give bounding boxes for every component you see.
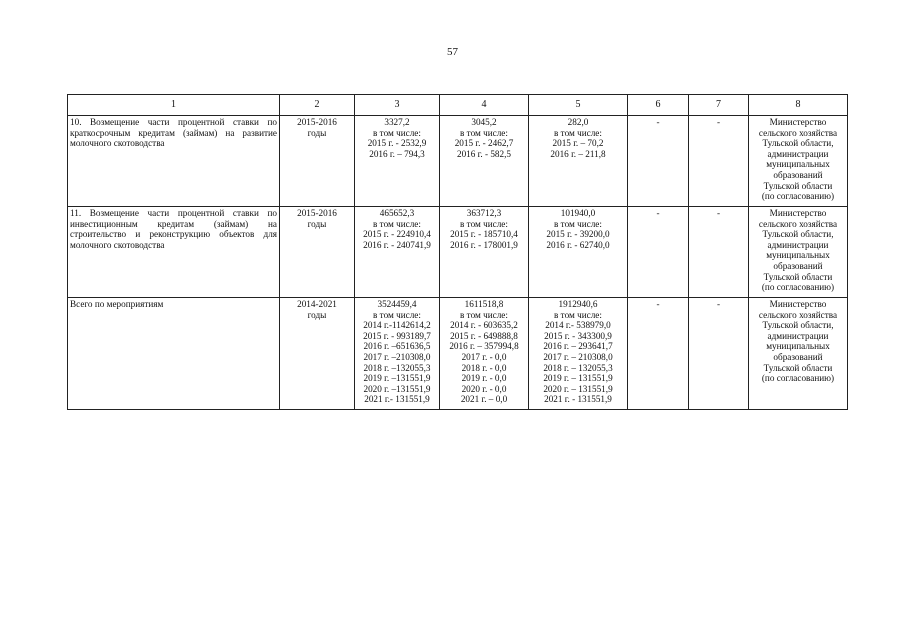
org-line: муниципальных — [766, 341, 830, 352]
amount-line: 2019 г. - 0,0 — [461, 373, 507, 384]
col6-cell: - — [628, 207, 689, 298]
amount-line: 2016 г. - 62740,0 — [546, 239, 610, 250]
period-cell — [280, 116, 355, 207]
org-line: образований — [773, 260, 823, 271]
header-col-6: 6 — [628, 95, 689, 116]
org-line: администрации — [767, 148, 829, 159]
amount-line: 2015 г. - 2532,9 — [367, 138, 427, 149]
header-col-7: 7 — [689, 95, 749, 116]
header-col-4: 4 — [440, 95, 529, 116]
responsible-org-cell — [749, 207, 848, 298]
amount-col4-cell — [440, 207, 529, 298]
amount-line: в том числе: — [460, 309, 508, 320]
org-line: Тульской области, — [762, 320, 834, 331]
header-col-5: 5 — [529, 95, 628, 116]
amount-line: 2017 г. – 210308,0 — [543, 351, 613, 362]
org-line: Тульской области — [763, 362, 833, 373]
org-line: Министерство — [769, 299, 827, 309]
header-col-2: 2 — [280, 95, 355, 116]
amount-line: 2014 г.- 538979,0 — [545, 320, 611, 331]
amount-line: 2016 г. – 293641,7 — [543, 341, 613, 352]
amount-line: 1611518,8 — [464, 299, 504, 309]
amount-line: 2021 г. - 131551,9 — [544, 394, 612, 405]
org-line: Министерство — [769, 208, 827, 218]
amount-line: 3045,2 — [471, 117, 497, 127]
amount-line: 2016 г. – 357994,8 — [449, 341, 519, 352]
amount-line: 1912940,6 — [558, 299, 598, 309]
col7-cell: - — [689, 298, 749, 410]
amount-line: 2015 г. - 649888,8 — [450, 330, 518, 341]
org-line: (по согласованию) — [761, 191, 835, 202]
org-line: сельского хозяйства — [758, 127, 838, 138]
header-col-1: 1 — [68, 95, 280, 116]
amount-line: 2021 г.- 131551,9 — [364, 394, 430, 405]
amount-line: в том числе: — [373, 309, 421, 320]
period-unit: годы — [307, 127, 327, 138]
org-line: Тульской области — [763, 271, 833, 282]
period-years: 2015-2016 — [297, 208, 337, 218]
amount-line: в том числе: — [460, 218, 508, 229]
amount-line: 2016 г. - 582,5 — [456, 148, 512, 159]
header-col-8: 8 — [749, 95, 848, 116]
amount-line: 2015 г. - 39200,0 — [546, 229, 610, 240]
amount-line: 2021 г. – 0,0 — [460, 394, 508, 405]
amount-line: 2014 г. - 603635,2 — [450, 320, 518, 331]
amount-line: 2016 г. – 794,3 — [369, 148, 425, 159]
amount-line: в том числе: — [554, 127, 602, 138]
col7-cell: - — [689, 116, 749, 207]
amount-line: 2018 г. – 132055,3 — [543, 362, 613, 373]
org-line: образований — [773, 169, 823, 180]
org-line: сельского хозяйства — [758, 309, 838, 320]
amount-col4-cell — [440, 298, 529, 410]
amount-line: 2019 г. – 131551,9 — [543, 373, 613, 384]
measure-name: 10. Возмещение части процентной ставки по краткосрочным кредитам (займам) на развитие молочного скотоводства — [68, 116, 280, 207]
org-line: Тульской области, — [762, 229, 834, 240]
amount-line: 2016 г. –651636,5 — [363, 341, 431, 352]
amount-total-cell — [355, 207, 440, 298]
period-unit: годы — [307, 218, 327, 229]
responsible-org-cell — [749, 116, 848, 207]
org-line: муниципальных — [766, 159, 830, 170]
measures-table — [67, 94, 848, 410]
amount-line: 282,0 — [567, 117, 589, 127]
amount-total-cell — [355, 298, 440, 410]
amount-line: 2020 г. –131551,9 — [363, 383, 431, 394]
header-col-3: 3 — [355, 95, 440, 116]
amount-total-cell — [355, 116, 440, 207]
amount-line: 2015 г. - 185710,4 — [450, 229, 518, 240]
amount-col4-cell — [440, 116, 529, 207]
org-line: (по согласованию) — [761, 282, 835, 293]
amount-line: 2018 г. - 0,0 — [461, 362, 507, 373]
org-line: (по согласованию) — [761, 373, 835, 384]
period-cell — [280, 207, 355, 298]
period-years: 2015-2016 — [297, 117, 337, 127]
amount-line: в том числе: — [460, 127, 508, 138]
page-number: 57 — [447, 46, 458, 58]
amount-line: 2015 г. - 2462,7 — [454, 138, 514, 149]
col6-cell: - — [628, 298, 689, 410]
org-line: образований — [773, 351, 823, 362]
amount-line: 2015 г. - 224910,4 — [363, 229, 431, 240]
table-row-total — [68, 298, 848, 410]
amount-line: 2015 г. - 993189,7 — [363, 330, 431, 341]
amount-line: 2017 г. - 0,0 — [461, 351, 507, 362]
org-line: Тульской области — [763, 180, 833, 191]
period-years: 2014-2021 — [297, 299, 337, 309]
amount-line: 465652,3 — [379, 208, 415, 218]
org-line: Министерство — [769, 117, 827, 127]
col7-cell: - — [689, 207, 749, 298]
responsible-org-cell — [749, 298, 848, 410]
org-line: администрации — [767, 330, 829, 341]
amount-col5-cell — [529, 116, 628, 207]
org-line: Тульской области, — [762, 138, 834, 149]
amount-line: 2016 г. – 211,8 — [550, 148, 606, 159]
amount-line: 2019 г. –131551,9 — [363, 373, 431, 384]
amount-line: 3524459,4 — [377, 299, 417, 309]
period-cell — [280, 298, 355, 410]
col6-cell: - — [628, 116, 689, 207]
amount-line: 2014 г.-1142614,2 — [363, 320, 431, 331]
org-line: администрации — [767, 239, 829, 250]
amount-line: в том числе: — [373, 218, 421, 229]
org-line: сельского хозяйства — [758, 218, 838, 229]
amount-col5-cell — [529, 298, 628, 410]
amount-line: 2017 г. –210308,0 — [363, 351, 431, 362]
measure-name: 11. Возмещение части процентной ставки по инвестиционным кредитам (займам) на строительство и реконструкцию объектов для молочного скотоводства — [68, 207, 280, 298]
amount-line: 2016 г. - 178001,9 — [450, 239, 518, 250]
amount-line: 3327,2 — [384, 117, 410, 127]
amount-line: 101940,0 — [560, 208, 596, 218]
amount-col5-cell — [529, 207, 628, 298]
amount-line: 2015 г. – 70,2 — [552, 138, 604, 149]
amount-line: 363712,3 — [466, 208, 502, 218]
amount-line: 2016 г. - 240741,9 — [363, 239, 431, 250]
amount-line: 2020 г. - 0,0 — [461, 383, 507, 394]
table-row — [68, 116, 848, 207]
org-line: муниципальных — [766, 250, 830, 261]
amount-line: в том числе: — [554, 309, 602, 320]
amount-line: 2015 г. - 343300,9 — [544, 330, 612, 341]
amount-line: в том числе: — [373, 127, 421, 138]
measure-name: Всего по мероприятиям — [68, 298, 280, 410]
period-unit: годы — [307, 309, 327, 320]
amount-line: в том числе: — [554, 218, 602, 229]
table-row — [68, 207, 848, 298]
header-row — [68, 95, 848, 116]
amount-line: 2018 г. –132055,3 — [363, 362, 431, 373]
amount-line: 2020 г. – 131551,9 — [543, 383, 613, 394]
